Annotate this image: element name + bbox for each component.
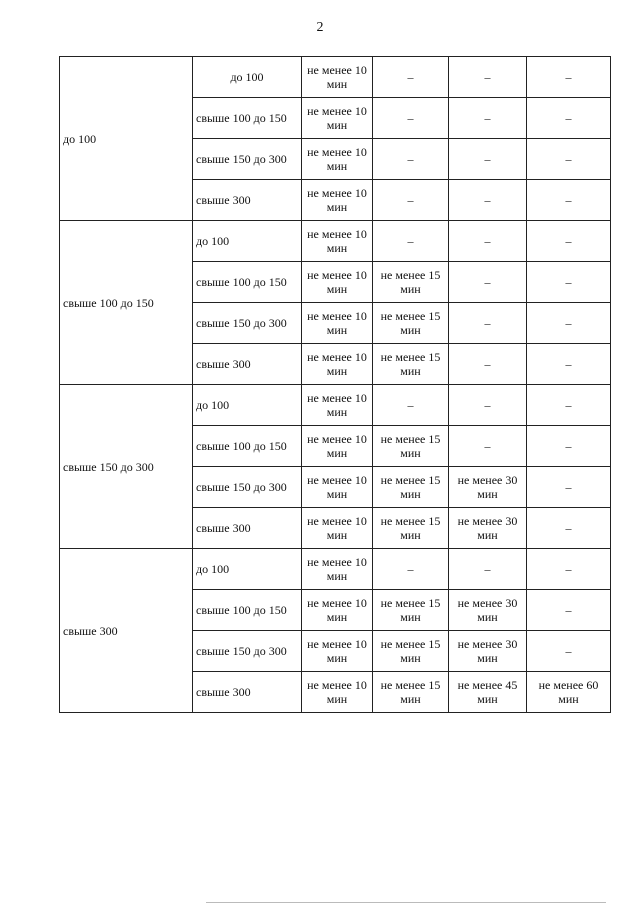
empty-dash-cell: – bbox=[527, 180, 611, 221]
table-row bbox=[60, 57, 611, 98]
duration-cell: не менее 10 мин bbox=[302, 98, 373, 139]
duration-cell: не менее 10 мин bbox=[302, 631, 373, 672]
duration-cell: не менее 10 мин bbox=[302, 467, 373, 508]
table-row bbox=[60, 385, 611, 426]
duration-cell: не менее 10 мин bbox=[302, 590, 373, 631]
page-number: 2 bbox=[316, 20, 324, 35]
empty-dash-cell: – bbox=[527, 467, 611, 508]
schedule-table-body bbox=[60, 57, 611, 713]
duration-cell: не менее 10 мин bbox=[302, 57, 373, 98]
group-label-cell: свыше 300 bbox=[60, 549, 193, 713]
sub-range-cell: свыше 100 до 150 bbox=[193, 262, 302, 303]
empty-dash-cell: – bbox=[527, 57, 611, 98]
empty-dash-cell: – bbox=[449, 139, 527, 180]
duration-cell: не менее 10 мин bbox=[302, 180, 373, 221]
sub-range-cell: свыше 150 до 300 bbox=[193, 139, 302, 180]
duration-cell: не менее 60 мин bbox=[527, 672, 611, 713]
empty-dash-cell: – bbox=[527, 139, 611, 180]
empty-dash-cell: – bbox=[373, 57, 449, 98]
empty-dash-cell: – bbox=[527, 508, 611, 549]
empty-dash-cell: – bbox=[373, 98, 449, 139]
sub-range-cell: свыше 300 bbox=[193, 508, 302, 549]
sub-range-cell: свыше 300 bbox=[193, 344, 302, 385]
empty-dash-cell: – bbox=[527, 98, 611, 139]
group-label-cell: свыше 150 до 300 bbox=[60, 385, 193, 549]
duration-cell: не менее 15 мин bbox=[373, 303, 449, 344]
duration-cell: не менее 10 мин bbox=[302, 508, 373, 549]
sub-range-cell: свыше 150 до 300 bbox=[193, 467, 302, 508]
duration-cell: не менее 10 мин bbox=[302, 385, 373, 426]
sub-range-cell: свыше 150 до 300 bbox=[193, 631, 302, 672]
duration-cell: не менее 30 мин bbox=[449, 590, 527, 631]
empty-dash-cell: – bbox=[527, 344, 611, 385]
empty-dash-cell: – bbox=[373, 180, 449, 221]
duration-cell: не менее 45 мин bbox=[449, 672, 527, 713]
duration-cell: не менее 10 мин bbox=[302, 426, 373, 467]
empty-dash-cell: – bbox=[373, 139, 449, 180]
duration-cell: не менее 30 мин bbox=[449, 631, 527, 672]
sub-range-cell: свыше 150 до 300 bbox=[193, 303, 302, 344]
empty-dash-cell: – bbox=[449, 303, 527, 344]
empty-dash-cell: – bbox=[449, 262, 527, 303]
empty-dash-cell: – bbox=[449, 385, 527, 426]
group-label-cell: до 100 bbox=[60, 57, 193, 221]
empty-dash-cell: – bbox=[449, 98, 527, 139]
empty-dash-cell: – bbox=[449, 549, 527, 590]
empty-dash-cell: – bbox=[449, 180, 527, 221]
empty-dash-cell: – bbox=[527, 590, 611, 631]
empty-dash-cell: – bbox=[373, 221, 449, 262]
duration-cell: не менее 15 мин bbox=[373, 344, 449, 385]
empty-dash-cell: – bbox=[527, 262, 611, 303]
duration-cell: не менее 30 мин bbox=[449, 508, 527, 549]
table-row bbox=[60, 549, 611, 590]
empty-dash-cell: – bbox=[527, 631, 611, 672]
empty-dash-cell: – bbox=[373, 549, 449, 590]
empty-dash-cell: – bbox=[527, 549, 611, 590]
sub-range-cell: свыше 300 bbox=[193, 672, 302, 713]
duration-cell: не менее 10 мин bbox=[302, 303, 373, 344]
duration-cell: не менее 10 мин bbox=[302, 549, 373, 590]
empty-dash-cell: – bbox=[449, 426, 527, 467]
empty-dash-cell: – bbox=[527, 385, 611, 426]
empty-dash-cell: – bbox=[527, 426, 611, 467]
sub-range-cell: свыше 100 до 150 bbox=[193, 98, 302, 139]
duration-cell: не менее 10 мин bbox=[302, 262, 373, 303]
empty-dash-cell: – bbox=[373, 385, 449, 426]
duration-cell: не менее 15 мин bbox=[373, 590, 449, 631]
duration-cell: не менее 15 мин bbox=[373, 467, 449, 508]
sub-range-cell: свыше 100 до 150 bbox=[193, 426, 302, 467]
duration-cell: не менее 10 мин bbox=[302, 344, 373, 385]
sub-range-cell: до 100 bbox=[193, 57, 302, 98]
empty-dash-cell: – bbox=[449, 57, 527, 98]
sub-range-cell: до 100 bbox=[193, 385, 302, 426]
empty-dash-cell: – bbox=[449, 221, 527, 262]
duration-cell: не менее 30 мин bbox=[449, 467, 527, 508]
duration-cell: не менее 15 мин bbox=[373, 508, 449, 549]
empty-dash-cell: – bbox=[527, 221, 611, 262]
schedule-table bbox=[59, 56, 611, 713]
duration-cell: не менее 15 мин bbox=[373, 672, 449, 713]
duration-cell: не менее 15 мин bbox=[373, 426, 449, 467]
table-row bbox=[60, 221, 611, 262]
duration-cell: не менее 10 мин bbox=[302, 139, 373, 180]
duration-cell: не менее 10 мин bbox=[302, 221, 373, 262]
duration-cell: не менее 10 мин bbox=[302, 672, 373, 713]
empty-dash-cell: – bbox=[527, 303, 611, 344]
group-label-cell: свыше 100 до 150 bbox=[60, 221, 193, 385]
sub-range-cell: свыше 100 до 150 bbox=[193, 590, 302, 631]
sub-range-cell: свыше 300 bbox=[193, 180, 302, 221]
duration-cell: не менее 15 мин bbox=[373, 631, 449, 672]
duration-cell: не менее 15 мин bbox=[373, 262, 449, 303]
sub-range-cell: до 100 bbox=[193, 549, 302, 590]
empty-dash-cell: – bbox=[449, 344, 527, 385]
page-bottom-rule bbox=[206, 902, 606, 903]
sub-range-cell: до 100 bbox=[193, 221, 302, 262]
